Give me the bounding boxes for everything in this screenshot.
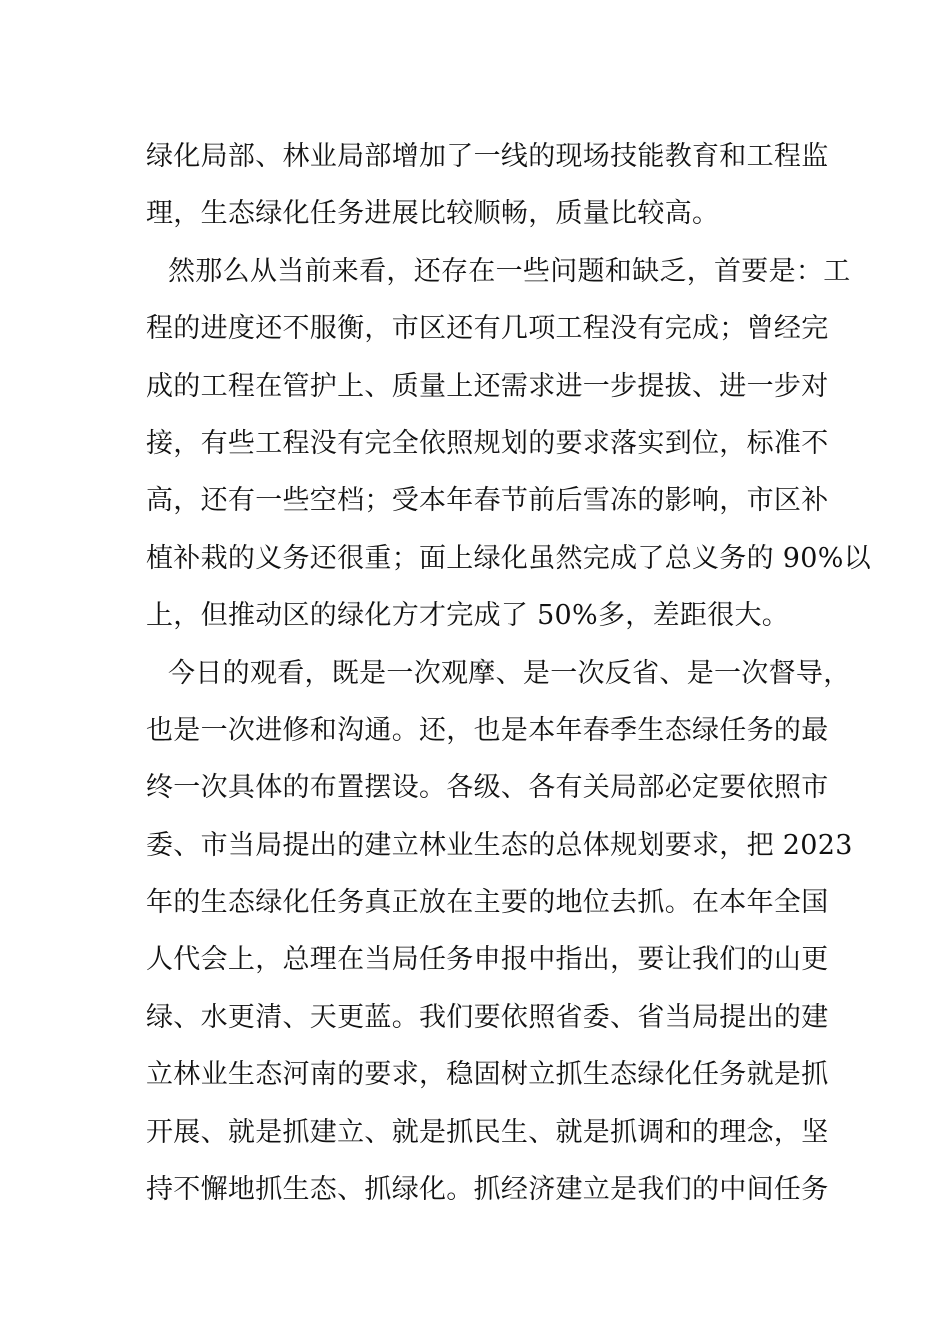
- text-line: 开展、就是抓建立、就是抓民生、就是抓调和的理念，坚: [146, 1116, 829, 1148]
- text-line: 绿化局部、林业局部增加了一线的现场技能教育和工程监: [146, 141, 829, 172]
- text-line: 立林业生态河南的要求，稳固树立抓生态绿化任务就是抓: [146, 1059, 829, 1091]
- text-line: 接，有些工程没有完全依照规划的要求落实到位，标准不: [146, 427, 829, 459]
- text-line: 也是一次进修和沟通。还，也是本年春季生态绿任务的最: [146, 714, 829, 746]
- text-line: 高，还有一些空档；受本年春节前后雪冻的影响，市区补: [146, 485, 829, 517]
- text-line: 理，生态绿化任务进展比较顺畅，质量比较高。: [146, 198, 720, 230]
- text-line: 人代会上，总理在当局任务申报中指出，要让我们的山更: [146, 944, 829, 976]
- text-line: 植补栽的义务还很重；面上绿化虽然完成了总义务的 90%以: [146, 542, 871, 574]
- paragraph-3: [146, 645, 853, 1219]
- text-line: 成的工程在管护上、质量上还需求进一步提拔、进一步对: [146, 370, 829, 402]
- paragraph-1: [146, 128, 829, 243]
- text-line: 年的生态绿化任务真正放在主要的地位去抓。在本年全国: [146, 887, 829, 919]
- text-line: 持不懈地抓生态、抓绿化。抓经济建立是我们的中间任务: [146, 1174, 829, 1206]
- text-line: 上，但推动区的绿化方才完成了 50%多，差距很大。: [146, 600, 790, 632]
- text-line: 今日的观看，既是一次观摩、是一次反省、是一次督导，: [168, 657, 851, 689]
- text-line: 绿、水更清、天更蓝。我们要依照省委、省当局提出的建: [146, 1001, 829, 1033]
- text-line: 终一次具体的布置摆设。各级、各有关局部必定要依照市: [146, 772, 829, 804]
- text-line: 委、市当局提出的建立林业生态的总体规划要求，把 2023: [146, 829, 853, 861]
- paragraph-2: [146, 243, 871, 645]
- text-line: 程的进度还不服衡，市区还有几项工程没有完成；曾经完: [146, 313, 829, 345]
- document-body: [146, 128, 871, 1218]
- text-line: 然那么从当前来看，还存在一些问题和缺乏，首要是：工: [168, 255, 851, 287]
